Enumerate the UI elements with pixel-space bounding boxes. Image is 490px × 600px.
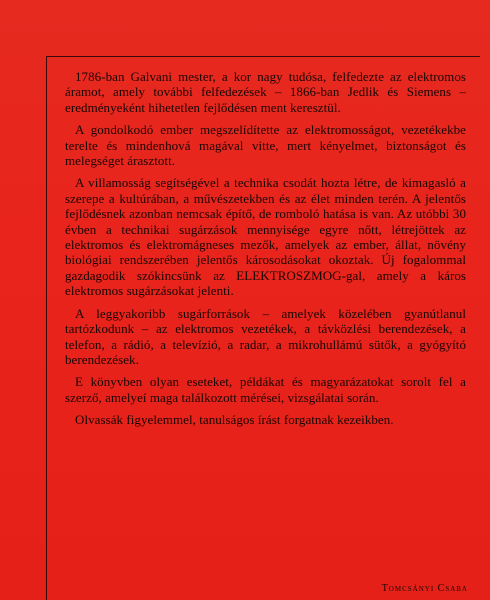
author-signature: Tomcsányi Csaba bbox=[381, 583, 468, 594]
blurb-paragraph-6: Olvassák figyelemmel, tanulságos írást forgatnak kezeikben. bbox=[75, 412, 394, 428]
blurb-paragraph-5: E könyvben olyan eseteket, példákat és magyarázatokat sorolt fel a szerző, amelyeí maga találkozott mérései, vizsgálatai során. bbox=[65, 374, 466, 405]
blurb-text-panel bbox=[46, 56, 480, 600]
blurb-paragraph-3: A villamosság segítségével a technika csodát hozta létre, de kimagasló a szerepe a kultúrában, a művészetekben és az élet minden terén. A jelentős fejlődésnek azonban nemcsak építő, de romboló hatása is van. Az utóbbi 30 évben a technikai sugárzások mennyisége egyre nőtt, létrejöttek az elektromos és elektromágneses mezők, amelyek az ember, állat, növény biológiai rendszerében jelentős károsodásokat okoztak. Új fogalommal gazdagodik szókincsünk az ELEKTROSZMOG-gal, amely a káros elektromos sugárzásokat jelenti. bbox=[65, 175, 466, 299]
blurb-paragraph-1: 1786-ban Galvani mester, a kor nagy tudósa, felfedezte az elektromos áramot, amely további felfedezések – 1866-ban Jedlik és Siemens – eredményeként hihetetlen fejlődésen ment keresztül. bbox=[65, 69, 466, 115]
blurb-paragraph-4: A leggyakoribb sugárforrások – amelyek közelében gyanútlanul tartózkodunk – az elektromos vezetékek, a távközlési berendezések, a telefon, a rádió, a televízió, a radar, a mikrohullámú sütők, a gyógyító berendezések. bbox=[65, 305, 466, 367]
blurb-paragraph-2: A gondolkodó ember megszelídítette az elektromosságot, vezetékekbe terelte és mindenhová magával vitte, mert kényelmet, biztonságot és melegséget árasztott. bbox=[65, 122, 466, 169]
